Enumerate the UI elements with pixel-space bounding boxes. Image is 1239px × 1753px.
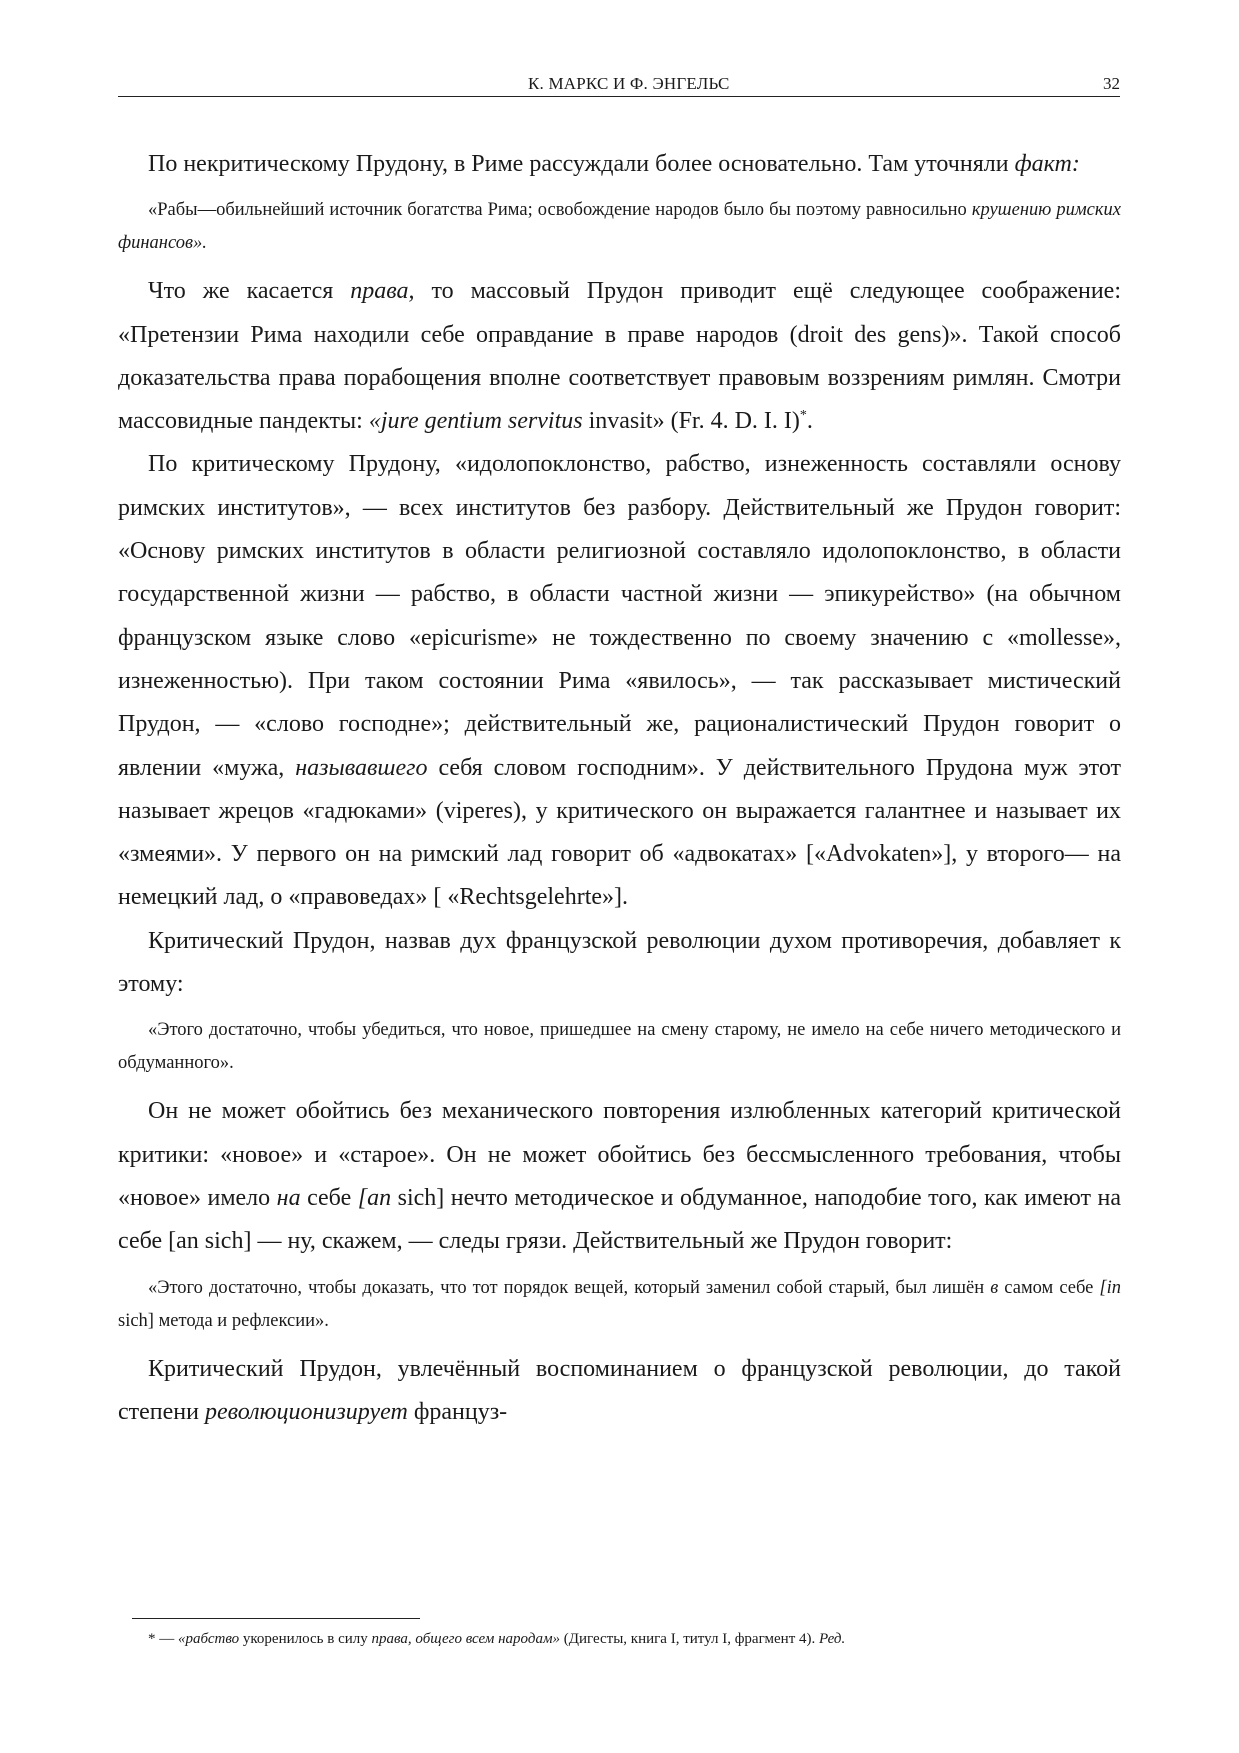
paragraph: Критический Прудон, увлечённый воспоминанием о французской революции, до такой степени революционизирует француз- bbox=[118, 1355, 1121, 1425]
paragraph: Что же касается права, то массовый Прудон приводит ещё следующее соображение: «Претензии Рима находили себе оправдание в праве народов (droit des gens)». Такой способ доказательства права порабощения вполне соответствует правовым воззрениям римлян. Смотри массовидные пандекты: «jure gentium servitus invasit» (Fr. 4. D. I. I)*. bbox=[118, 278, 1121, 435]
running-header bbox=[118, 72, 1120, 97]
page-number: 32 bbox=[1103, 74, 1120, 93]
quotation: «Этого достаточно, чтобы доказать, что тот порядок вещей, который заменил собой старый, был лишён в самом себе [in sich] метода и рефлексии». bbox=[118, 1277, 1121, 1331]
main-text bbox=[118, 143, 1121, 1434]
paragraph: По критическому Прудону, «идолопоклонство, рабство, изнеженность составляли основу римских институтов», — всех институтов без разбору. Действительный же Прудон говорит: «Основу римских институтов в области религиозной составляло идолопоклонство, в области государственной жизни — рабство, в области частной жизни — эпикурейство» (на обычном французском языке слово «epicurisme» не тождественно по своему значению с «mollesse», изнеженностью). При таком состоянии Рима «явилось», — так рассказывает мистический Прудон, — «слово господне»; действительный же, рационалистический Прудон говорит о явлении «мужа, называвшего себя словом господним». У действительного Прудона муж этот называет жрецов «гадюками» (viperes), у критического он выражается галантнее и называет их «змеями». У первого он на римский лад говорит об «адвокатах» [«Advokaten»], у второго— на немецкий лад, о «правоведах» [ «Rechtsgelehrte»]. bbox=[118, 451, 1121, 911]
quotation: «Рабы—обильнейший источник богатства Рима; освобождение народов было бы поэтому равносильно крушению римских финансов». bbox=[118, 200, 1122, 254]
paragraph: По некритическому Прудону, в Риме рассуждали более основательно. Там уточняли факт: bbox=[148, 151, 1080, 177]
running-title: К. МАРКС И Ф. ЭНГЕЛЬС bbox=[528, 74, 730, 93]
paragraph: Критический Прудон, назвав дух французской революции духом противоречия, добавляет к этому: bbox=[118, 927, 1121, 998]
paragraph: Он не может обойтись без механического повторения излюбленных категорий критической критики: «новое» и «старое». Он не может обойтись без бессмысленного требования, чтобы «новое» имело на себе [an sich] нечто методическое и обдуманное, наподобие того, как имеют на себе [an sich] — ну, скажем, — следы грязи. Действительный же Прудон говорит: bbox=[118, 1098, 1121, 1255]
footnote-divider bbox=[132, 1618, 420, 1619]
quotation: «Этого достаточно, чтобы убедиться, что новое, пришедшее на смену старому, не имело на себе ничего методического и обдуманного». bbox=[118, 1020, 1121, 1074]
footnote: * — «рабство укоренилось в силу права, общего всем народам» (Дигесты, книга I, титул I, фрагмент 4). Ред. bbox=[148, 1631, 846, 1647]
footnote-marker: * bbox=[799, 408, 807, 424]
